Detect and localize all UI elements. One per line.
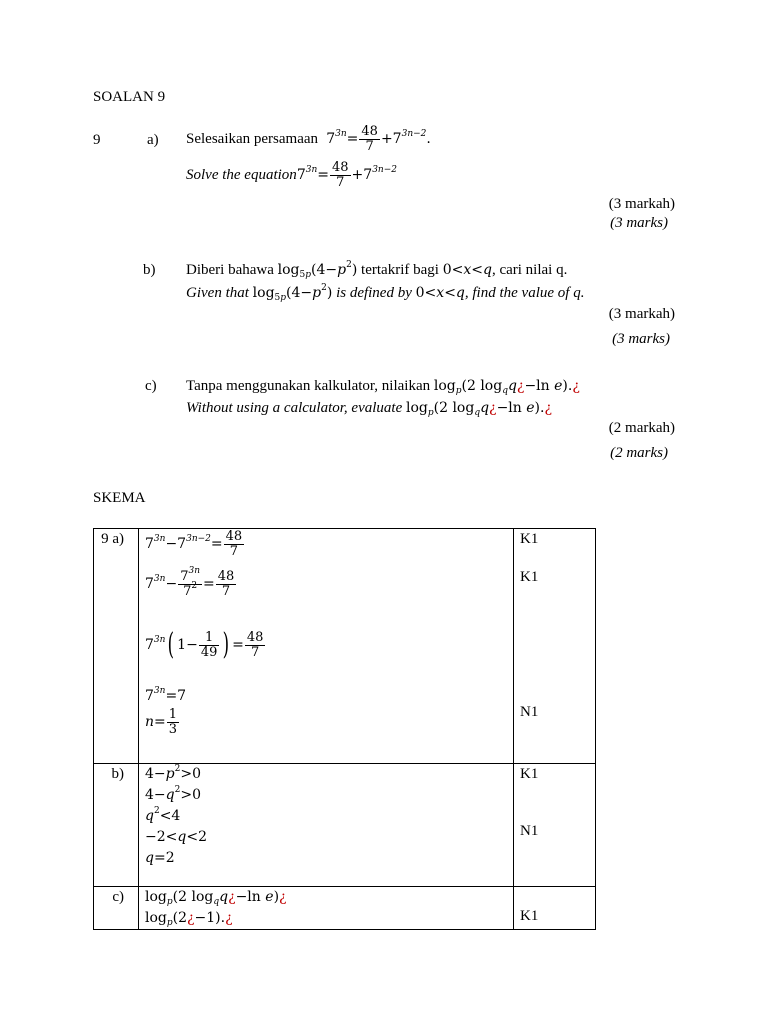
part-a-label: a) [147, 132, 159, 148]
table-border-bottom [93, 929, 596, 930]
table-column-divider-1 [138, 528, 139, 930]
part-b-malay-pre: Diberi bahawa [186, 262, 274, 278]
part-c-marks-malay: (2 markah) [608, 420, 675, 436]
working-c-step-1: $\log_p(2$ $\log_qq¿-\ln$ e)¿ [145, 889, 287, 907]
part-c-marks-english: (2 marks) [610, 445, 668, 461]
table-mark-a-3: N1 [520, 704, 539, 720]
part-b-label: b) [143, 262, 156, 278]
part-a-english-line [186, 157, 397, 193]
working-b-step-2: $4-q^2>0$ [145, 785, 201, 803]
table-mark-a-1: K1 [520, 531, 539, 547]
part-b-log-expression-english: $\log_{5p}(4-p^2)$ [252, 283, 333, 303]
part-b-malay-line [186, 261, 567, 279]
working-b-step-5: q=2 [145, 850, 175, 866]
part-c-label: c) [145, 378, 157, 394]
table-row-divider-1 [93, 763, 596, 764]
part-b-english-line [186, 284, 584, 302]
part-c-english-line [186, 399, 552, 417]
table-border-right [595, 528, 596, 930]
table-mark-a-2: K1 [520, 569, 539, 585]
working-a-step-5: n= $\frac{1}{3}$ [145, 706, 178, 737]
part-c-malay-line [186, 377, 580, 395]
table-border-left [93, 528, 94, 930]
part-b-log-expression-malay: $\log_{5p}(4-p^2)$ [277, 260, 358, 280]
table-row-label-b: b) [111, 766, 124, 782]
part-b-english-post: , find the value of q. [464, 285, 585, 301]
question-number: 9 [93, 132, 101, 148]
part-b-inequality-malay: 0<x<q [442, 262, 492, 278]
working-a-step-2: $7^{3n}-$ $\frac{7^{3n}}{7^2}$ = $\frac{48}{7}$ [145, 565, 235, 599]
table-column-divider-2 [513, 528, 514, 930]
part-b-inequality-english: 0<x<q [415, 285, 465, 301]
table-mark-b-2: N1 [520, 823, 539, 839]
part-a-malay-text: Selesaikan persamaan [186, 131, 319, 147]
part-c-english-text: Without using a calculator, evaluate [186, 400, 403, 416]
part-a-marks-english: (3 marks) [610, 215, 668, 231]
part-a-equation-english: $7^{3n}=$ $\frac{48}{7}$ $+7^{3n-2}$ [296, 159, 397, 190]
part-a-english-text: Solve the equation [186, 167, 297, 183]
working-a-step-4: $7^{3n}=7$ [145, 686, 187, 704]
working-a-step-1: $7^{3n}-7^{3n-2}=$ $\frac{48}{7}$ [145, 528, 243, 559]
part-a-equation-malay: $7^{3n}=$ $\frac{48}{7}$ $+7^{3n-2}$. [321, 123, 431, 154]
part-c-expression-english: $\log_p(2$ $\log_qq¿-\ln$ e).¿ [405, 400, 552, 418]
part-b-marks-malay: (3 markah) [608, 306, 675, 322]
working-b-step-3: $q^2<4$ [145, 806, 181, 824]
table-mark-c-1: K1 [520, 908, 539, 924]
part-c-expression-malay: $\log_p(2$ $\log_qq¿-\ln$ e).¿ [433, 378, 580, 396]
table-row-label-c: c) [112, 889, 124, 905]
part-b-malay-mid: tertakrif bagi [361, 262, 439, 278]
part-b-marks-english: (3 marks) [612, 331, 670, 347]
table-mark-b-1: K1 [520, 766, 539, 782]
scheme-title: SKEMA [93, 490, 146, 506]
page-title: SOALAN 9 [93, 89, 166, 105]
part-b-english-mid: is defined by [336, 285, 412, 301]
part-b-english-pre: Given that [186, 285, 249, 301]
part-b-malay-post: , cari nilai q. [491, 262, 568, 278]
table-row-divider-2 [93, 886, 596, 887]
part-a-malay-line [186, 121, 431, 157]
part-c-malay-text: Tanpa menggunakan kalkulator, nilaikan [186, 378, 431, 394]
working-c-step-2: $\log_p(2¿-1).¿$ [145, 910, 233, 928]
working-b-step-1: $4-p^2>0$ [145, 764, 201, 782]
working-a-step-3: $7^{3n}$( 1− $\frac{1}{49}$ ) = $\frac{48}{7}$ [145, 627, 264, 662]
table-row-label-a: 9 a) [101, 531, 124, 547]
part-a-marks-malay: (3 markah) [608, 196, 675, 212]
working-b-step-4: −2<q<2 [145, 829, 207, 845]
